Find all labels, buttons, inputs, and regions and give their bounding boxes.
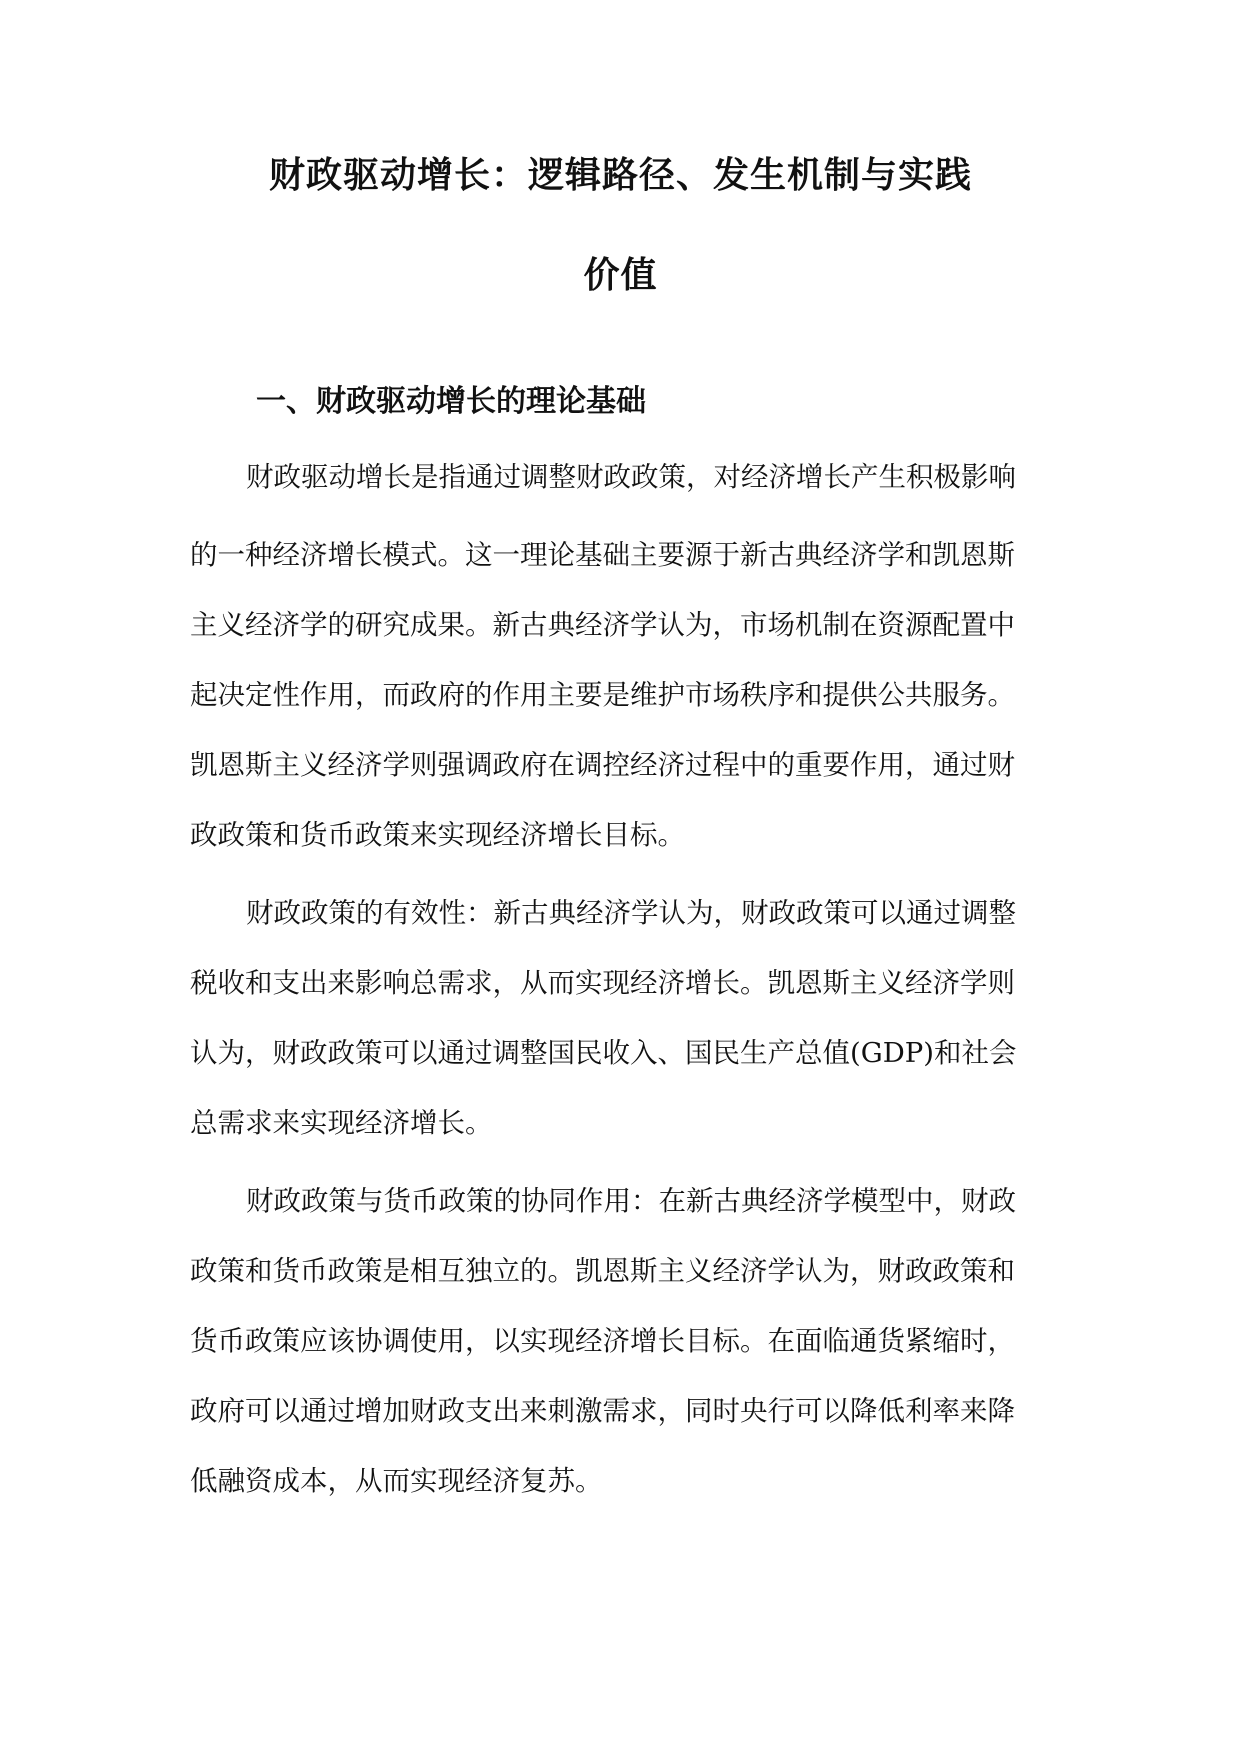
paragraph-1-line-3: 主义经济学的研究成果。新古典经济学认为，市场机制在资源配置中 — [190, 609, 1015, 641]
paragraph-3-line-5: 低融资成本，从而实现经济复苏。 — [190, 1465, 603, 1497]
paragraph-3-line-2: 政策和货币政策是相互独立的。凯恩斯主义经济学认为，财政政策和 — [190, 1255, 1015, 1287]
paragraph-2-line-4: 总需求来实现经济增长。 — [190, 1107, 493, 1139]
paragraph-1-line-4: 起决定性作用，而政府的作用主要是维护市场秩序和提供公共服务。 — [190, 679, 1015, 711]
paragraph-3-line-4: 政府可以通过增加财政支出来刺激需求，同时央行可以降低利率来降 — [190, 1395, 1015, 1427]
paragraph-1-line-5: 凯恩斯主义经济学则强调政府在调控经济过程中的重要作用，通过财 — [190, 749, 1015, 781]
paragraph-1-line-2: 的一种经济增长模式。这一理论基础主要源于新古典经济学和凯恩斯 — [190, 539, 1015, 571]
paragraph-2-line-2: 税收和支出来影响总需求，从而实现经济增长。凯恩斯主义经济学则 — [190, 967, 1015, 999]
paragraph-1-line-1: 财政驱动增长是指通过调整财政政策，对经济增长产生积极影响 — [246, 461, 1016, 493]
paragraph-2-line-3: 认为，财政政策可以通过调整国民收入、国民生产总值(GDP)和社会 — [190, 1037, 1017, 1069]
paragraph-2-line-1: 财政政策的有效性：新古典经济学认为，财政政策可以通过调整 — [246, 897, 1016, 929]
paragraph-1-line-6: 政政策和货币政策来实现经济增长目标。 — [190, 819, 685, 851]
document-title-line-2: 价值 — [583, 255, 658, 296]
document-title-line-1: 财政驱动增长：逻辑路径、发生机制与实践 — [268, 155, 972, 196]
paragraph-3-line-3: 货币政策应该协调使用，以实现经济增长目标。在面临通货紧缩时， — [190, 1325, 1015, 1357]
section-heading: 一、财政驱动增长的理论基础 — [256, 384, 646, 419]
paragraph-3-line-1: 财政政策与货币政策的协同作用：在新古典经济学模型中，财政 — [246, 1185, 1016, 1217]
